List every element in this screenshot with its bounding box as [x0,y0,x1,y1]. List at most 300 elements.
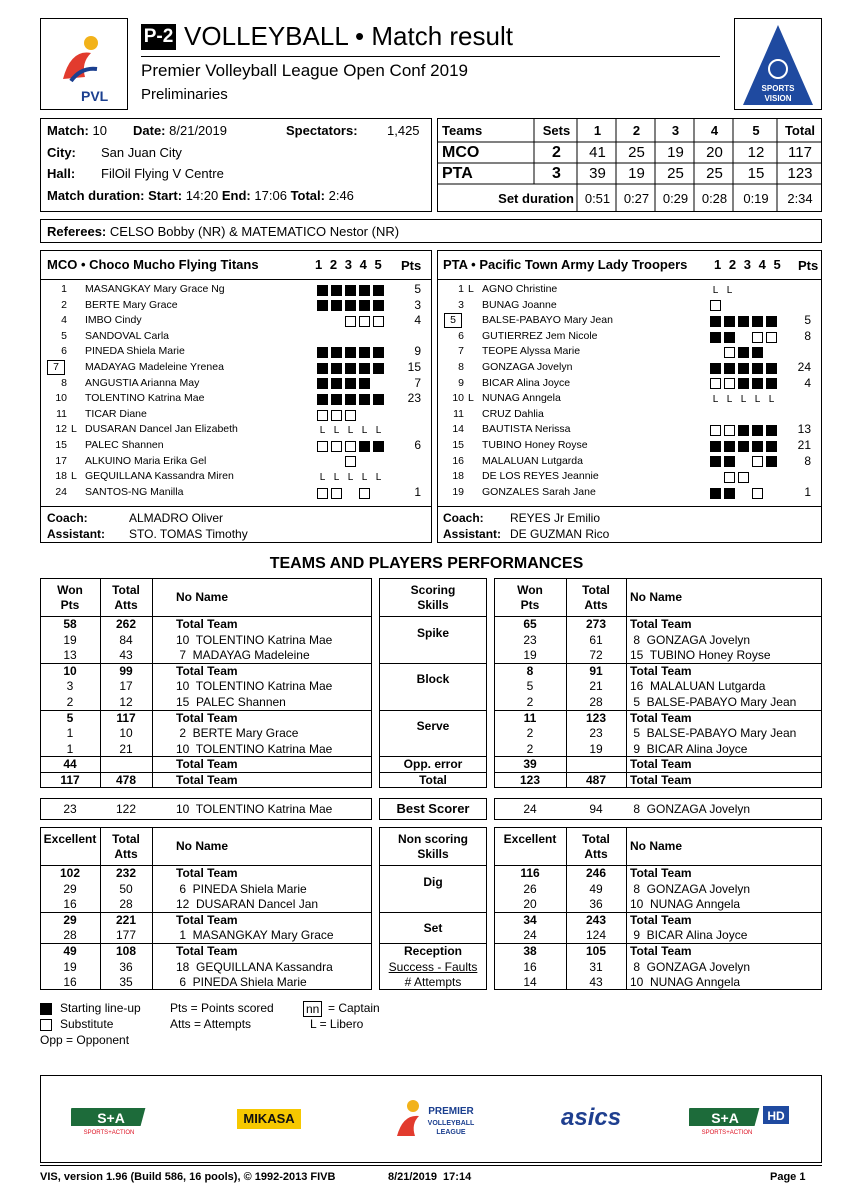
starting-square-icon [345,285,356,296]
player-name: 5 BALSE-PABAYO Mary Jean [630,695,797,709]
player-points: 7 [414,375,421,390]
player-points: 3 [414,297,421,312]
player-points: 5 [414,282,421,296]
team-b-assistant: DE GUZMAN Rico [510,527,610,541]
roster-player-row [438,469,821,485]
attempts-value: 91 [589,663,603,678]
substitute-square-icon [724,347,735,358]
starting-square-icon [373,285,384,296]
won-value: 3 [66,679,74,694]
won-value: 16 [63,975,77,990]
player-name: 16 MALALUAN Lutgarda [630,679,766,694]
attempts-value: 123 [585,710,607,725]
player-points: 8 [804,328,811,343]
empty-slot [317,456,328,467]
skill-label: Total [419,773,447,787]
set-participation [317,314,387,329]
attempts-value: 72 [589,648,603,663]
empty-slot [359,456,370,467]
substitute-square-icon [345,410,356,421]
libero-letter: L [712,394,719,406]
won-value: 1 [66,741,74,756]
won-value: 13 [63,648,77,663]
empty-slot [738,285,749,296]
attempts-value: 35 [119,975,133,990]
sponsor-bar [40,1075,822,1163]
attempts-value: 36 [119,959,133,974]
player-name: 15 TUBINO Honey Royse [630,648,771,663]
starting-square-icon [766,441,777,452]
empty-slot [359,332,370,343]
attempts-value: 232 [115,866,137,880]
player-name: ALKUINO Maria Erika Gel [85,454,207,467]
report-code: P-2 [141,24,176,50]
attempts-value: 28 [589,695,603,709]
starting-square-icon [724,456,735,467]
starting-square-icon [752,363,763,374]
player-name: SANTOS-NG Manilla [85,485,184,498]
player-points: 9 [414,344,421,359]
roster-player-row [438,407,821,423]
player-name: Total Team [630,773,692,787]
starting-square-icon [738,363,749,374]
player-points: 6 [414,438,421,452]
starting-square-icon [331,363,342,374]
starting-square-icon [345,300,356,311]
svg-text:HD: HD [767,1109,785,1123]
team-b-code: PTA [442,165,473,182]
player-name: Total Team [176,663,238,678]
libero-letter: L [726,394,733,406]
won-value: 14 [523,975,537,990]
attempts-value: 50 [119,881,133,896]
svg-text:PVL: PVL [81,88,109,104]
roster-player-row [41,376,431,392]
skill-label: Reception [403,944,462,958]
asics-logo: asics [561,1104,622,1131]
player-number: 11 [453,407,464,420]
footer-page: Page 1 [770,1171,806,1183]
won-value: 34 [523,912,537,927]
player-name: 2 BERTE Mary Grace [176,726,299,741]
set-participation [710,283,780,298]
won-value: 5 [66,710,74,725]
set-participation [710,423,780,438]
libero-letter: L [319,472,326,484]
starting-square-icon [724,316,735,327]
starting-square-icon [317,285,328,296]
attempts-value: 246 [585,866,607,880]
sports-action-hd-logo-icon [689,1102,793,1136]
player-number: 17 [55,454,67,467]
pvl-logo-icon [41,19,127,109]
player-number: 18 [55,470,67,483]
empty-slot [331,332,342,343]
starting-square-icon [766,316,777,327]
starting-square-icon [752,378,763,389]
starting-square-icon [317,300,328,311]
starting-square-icon [373,300,384,311]
empty-slot [373,488,384,499]
won-value: 116 [520,866,540,880]
starting-square-icon [766,425,777,436]
player-name: Total Team [630,663,692,678]
player-name: Total Team [176,944,238,958]
skill-label: Set [423,921,443,936]
player-name: AGNO Christine [482,283,558,295]
player-name: MASANGKAY Mary Grace Ng [85,283,225,295]
starting-square-icon [331,285,342,296]
skill-label: Dig [423,874,443,889]
won-value: 49 [63,944,77,958]
footer-printed: 8/21/2019 17:14 [388,1171,472,1183]
player-points: 23 [407,391,421,406]
set-participation [710,392,780,407]
empty-slot [345,488,356,499]
starting-square-icon [331,300,342,311]
starting-square-icon [331,347,342,358]
team-b-roster: PTA • Pacific Town Army Lady Troopers 1 2 3 4 5 Pts 1 L AGNO Christine L L 3 BUNAG Joanne 5 BALSE-PABAYO Mary Jean 5 6 GUTIERREZ Jem Nicole 8 7 TEOPE Alyssa Marie 8 GONZAGA Jovelyn 24 9 BICAR Alina Joyce 4 10 L NUNAG Anngela L L L L L 11 CRUZ Dahlia 14 BAUTISTA Nerissa 13 15 TUBINO Honey Royse 21 16 MALALUAN Lutgarda 8 18 DE LOS REYES Jeannie 19 GONZALES Sarah Jane 1 Coach: REYES Jr Emilio Assistant: DE GUZMAN Rico [437,250,822,543]
won-value: 26 [523,881,537,896]
empty-slot [766,488,777,499]
won-value: 19 [63,959,77,974]
player-points: 1 [414,484,421,499]
won-value: 2 [66,695,74,709]
player-number: 14 [452,423,464,436]
empty-slot [752,410,763,421]
attempts-value: 31 [589,959,603,974]
skill-label: # Attempts [404,975,462,990]
player-name: 10 TOLENTINO Katrina Mae [176,632,333,647]
column-header: Total Atts [582,832,610,861]
player-number: 5 [444,313,462,328]
svg-text:VOLLEYBALL: VOLLEYBALL [427,1120,475,1127]
empty-slot [317,316,328,327]
player-name: TEOPE Alyssa Marie [482,345,581,358]
substitute-square-icon [331,441,342,452]
player-points: 21 [797,438,811,452]
player-name: 5 BALSE-PABAYO Mary Jean [630,726,797,741]
attempts-value: 19 [589,741,603,756]
column-header: No Name [176,839,229,853]
roster-player-row [438,329,821,345]
attempts-value: 12 [119,695,133,709]
libero-letter: L [361,472,368,484]
player-name: IMBO Cindy [85,314,142,327]
player-name: BALSE-PABAYO Mary Jean [482,314,613,327]
substitute-square-icon [724,378,735,389]
substitute-square-icon [738,472,749,483]
player-name: Total Team [176,773,238,787]
player-name: NUNAG Anngela [482,392,561,405]
attempts-value: 105 [585,944,607,958]
won-value: 19 [63,632,77,647]
libero-letter: L [726,285,733,296]
libero-letter: L [333,425,340,437]
substitute-square-icon [40,1019,52,1031]
roster-player-row [41,422,431,438]
attempts-value: 84 [119,632,133,647]
starting-square-icon [724,363,735,374]
player-name: 9 BICAR Alina Joyce [630,928,748,943]
player-name: GONZAGA Jovelyn [482,361,573,373]
player-number: 2 [61,298,67,311]
roster-player-row [438,298,821,314]
player-number: 8 [61,376,67,389]
won-value: 16 [523,959,537,974]
starting-square-icon [738,316,749,327]
starting-square-icon [738,425,749,436]
player-name: TICAR Diane [85,407,147,420]
attempts-value: 221 [115,912,137,927]
player-name: 10 TOLENTINO Katrina Mae [176,741,333,756]
svg-text:PREMIER: PREMIER [428,1106,474,1117]
team-a-assistant: STO. TOMAS Timothy [129,527,248,541]
attempts-value: 177 [115,928,137,943]
set-participation [710,345,780,360]
player-number: 10 [452,392,464,405]
won-value: 44 [63,757,77,772]
set-participation [317,345,387,360]
empty-slot [766,347,777,358]
player-name: 10 NUNAG Anngela [630,897,741,912]
starting-square-icon [710,332,721,343]
set-participation [710,377,780,392]
player-name: 6 PINEDA Shiela Marie [176,881,307,896]
attempts-value: 28 [119,897,133,912]
starting-square-icon [752,347,763,358]
starting-square-icon [766,456,777,467]
empty-slot [766,410,777,421]
starting-square-icon [724,488,735,499]
player-number: 8 [458,361,464,373]
attempts-value: 273 [585,617,607,631]
svg-text:SPORTS+ACTION: SPORTS+ACTION [701,1130,753,1136]
player-name: PALEC Shannen [85,439,164,451]
won-value: 20 [523,897,537,912]
match-result-page: PVL P-2 VOLLEYBALL • Match result Premier Volleyball League Open Conf 2019 Preliminaries SPORTS VISION Match: 10 Date: 8/21/2019 Spectators: 1,425 City: San Juan City Hall: FilOil Flying V Centre Match duration: Start: 14:20 End: 17:06 Total: 2:46 Teams Sets 1 2 3 4 5 Total MCO 2 41 25 19 20 12 117 PTA 3 39 19 25 25 15 123 Set duration 0:51 0:27 0:29 0:28 0:19 2:34 Referees: CELSO Bobby (NR) & MATEMATICO Nestor (NR) MCO • Choco Mucho Flying Titans 1 2 3 4 5 Pts 1 MASANGKAY Mary Grace Ng 5 2 BERTE Mary Grace 3 4 IMBO Cindy 4 5 SANDOVAL Carla 6 PINEDA Shiela Marie 9 7 MADAYAG Madeleine Yrenea 15 8 ANGUSTIA Arianna May 7 10 TOLENTINO Katrina Mae 23 11 TICAR Diane 12 L DUSARAN Dancel Jan Elizabeth L L L L L 15 PALEC Shannen 6 17 ALKUINO Maria Erika Gel 18 L GEQUILLANA Kassandra Miren L L L L L 24 SANTOS-NG Manilla 1 Coach: ALMADRO Oliver Assistant: STO. TOMAS Timothy PTA • Pacific Town Army Lady Troopers 1 2 3 4 5 Pts 1 L AGNO Christine L L 3 BUNAG Joanne 5 BALSE-PABAYO Mary Jean 5 6 GUTIERREZ Jem Nicole 8 7 TEOPE Alyssa Marie 8 GONZAGA Jovelyn 24 9 BICAR Alina Joyce 4 10 L NUNAG Anngela L L L L L 11 CRUZ Dahlia 14 BAUTISTA Nerissa 13 15 TUBINO Honey Royse 21 16 MALALUAN Lutgarda 8 18 DE LOS REYES Jeannie 19 GONZALES Sarah Jane 1 Coach: REYES Jr Emilio Assistant: DE GUZMAN Rico TEAMS AND PLAYERS PERFORMANCES Won Pts Total Atts No Name Scoring Skills Won Pts Total Atts No Name 58 262 Total Team 65 273 Total Team 19 84 10 TOLENTINO Katrina Mae 23 61 8 GONZAGA Jovelyn Spike 13 43 7 MADAYAG Madeleine 19 72 15 TUBINO Honey Royse 10 99 Total Team 8 91 Total Team 3 17 10 TOLENTINO Katrina Mae 5 21 16 MALALUAN Lutgarda Block 2 12 15 PALEC Shannen 2 28 5 BALSE-PABAYO Mary Jean 5 117 Total Team 11 123 Total Team 1 10 2 BERTE Mary Grace 2 23 5 BALSE-PABAYO Mary Jean Serve 1 21 10 TOLENTINO Katrina Mae 2 19 9 BICAR Alina Joyce 44 Total Team 39 Total Team Opp. error 117 478 Total Team 123 487 Total Team Total 23 122 10 TOLENTINO Katrina Mae Best Scorer 24 94 8 GONZAGA Jovelyn Excellent Total Atts No Name Non scoring Skills Excellent Total Atts No Name 102 232 Total Team 116 246 Total Team 29 50 6 PINEDA Shiela Marie 26 49 8 GONZAGA Jovelyn Dig 16 28 12 DUSARAN Dancel Jan 20 36 10 NUNAG Anngela 29 221 Total Team 34 243 Total Team 28 177 1 MASANGKAY Mary Grace 24 124 9 BICAR Alina Joyce Set 49 108 Total Team 38 105 Total Team Reception 19 36 18 GEQUILLANA Kassandra 16 31 8 GONZAGA Jovelyn Success - Faults 16 35 6 PINEDA Shiela Marie 14 43 10 NUNAG Anngela # Attempts Starting line-up Substitute Opp = Opponent Pts = Points scored Atts = Attempts nn = Captain L = Libero S+A SPORTS+ACTION MIKASA PREMIER VOLLEYBALL LEAGUE asics S+A HD SPORTS+ACTION VIS, version 1.96 (Build 586, 16 pools), © 1992-2013 FIVB 8/21/2019 17:14 Page 1 [0,0,853,1200]
empty-slot [738,410,749,421]
player-number: 4 [61,314,67,327]
attempts-value: 108 [115,944,137,958]
attempts-value: 36 [589,897,603,912]
player-name: GEQUILLANA Kassandra Miren [85,470,234,483]
roster-player-row [41,344,431,360]
player-name: Total Team [630,617,692,631]
player-points: 5 [804,313,811,328]
skill-label: Opp. error [403,757,463,772]
column-header: Excellent [503,832,557,846]
libero-letter: L [361,425,368,437]
svg-text:SPORTS: SPORTS [761,84,795,93]
won-value: 117 [60,773,80,787]
set-participation [710,486,780,501]
column-header: No Name [630,590,683,604]
set-participation [710,299,780,314]
won-value: 2 [526,726,534,741]
player-name: MADAYAG Madeleine Yrenea [85,361,224,373]
team-b-title: PTA • Pacific Town Army Lady Troopers [443,257,688,272]
set-participation [710,455,780,470]
empty-slot [710,347,721,358]
set-participation [710,470,780,485]
pvl-sponsor-logo-icon [391,1092,481,1148]
libero-letter: L [319,425,326,437]
roster-player-row [438,313,821,329]
starting-square-icon [345,347,356,358]
starting-square-icon [710,441,721,452]
page-title: VOLLEYBALL • Match result [184,21,513,51]
starting-square-icon [766,363,777,374]
starting-square-icon [373,363,384,374]
player-number: 6 [458,329,464,342]
player-name: Total Team [630,912,692,927]
empty-slot [359,410,370,421]
pvl-logo-box [40,18,128,110]
best-scorer-row: 23 122 10 TOLENTINO Katrina Mae Best Scorer 24 94 8 GONZAGA Jovelyn [40,798,822,820]
player-points: 15 [407,360,421,374]
sports-action-logo-icon [71,1102,151,1136]
set-participation [317,470,387,485]
player-number: 5 [61,329,67,342]
set-participation [317,455,387,470]
libero-letter: L [333,472,340,484]
roster-player-row [41,298,431,314]
starting-square-icon [710,488,721,499]
player-points: 24 [797,360,811,374]
starting-square-icon [766,378,777,389]
libero-mark: L [468,392,474,405]
player-points: 1 [804,484,811,499]
libero-letter: L [347,425,354,437]
svg-text:VISION: VISION [764,94,792,103]
starting-square-icon [738,378,749,389]
substitute-square-icon [331,488,342,499]
starting-square-icon [359,285,370,296]
starting-square-icon [317,347,328,358]
team-a-coach: ALMADRO Oliver [129,511,224,525]
won-value: 39 [523,757,537,772]
substitute-square-icon [317,441,328,452]
sports-vision-logo-icon [735,19,821,109]
performances-title: TEAMS AND PLAYERS PERFORMANCES [269,555,584,572]
set-participation [317,283,387,298]
player-name: GUTIERREZ Jem Nicole [482,329,598,342]
starting-square-icon [345,394,356,405]
empty-slot [724,410,735,421]
roster-player-row [438,344,821,360]
player-number: 19 [452,485,464,498]
starting-square-icon [345,378,356,389]
empty-slot [317,332,328,343]
starting-square-icon [359,394,370,405]
won-value: 2 [526,695,534,709]
attempts-value: 21 [589,679,603,694]
player-points: 4 [414,313,421,328]
roster-player-row [438,282,821,298]
empty-slot [373,332,384,343]
set-participation [710,314,780,329]
won-value: 29 [63,912,77,927]
player-number: 15 [55,439,67,451]
team-a-roster: MCO • Choco Mucho Flying Titans 1 2 3 4 5 Pts 1 MASANGKAY Mary Grace Ng 5 2 BERTE Mary Grace 3 4 IMBO Cindy 4 5 SANDOVAL Carla 6 PINEDA Shiela Marie 9 7 MADAYAG Madeleine Yrenea 15 8 ANGUSTIA Arianna May 7 10 TOLENTINO Katrina Mae 23 11 TICAR Diane 12 L DUSARAN Dancel Jan Elizabeth L L L L L 15 PALEC Shannen 6 17 ALKUINO Maria Erika Gel 18 L GEQUILLANA Kassandra Miren L L L L L 24 SANTOS-NG Manilla 1 Coach: ALMADRO Oliver Assistant: STO. TOMAS Timothy [40,250,432,543]
player-name: Total Team [176,617,238,631]
roster-player-row [41,313,431,329]
column-header: No Name [176,590,229,604]
player-number: 18 [452,470,464,483]
column-header: Scoring Skills [410,583,456,612]
libero-letter: L [768,394,775,406]
starting-square-icon [40,1003,52,1015]
libero-letter: L [347,472,354,484]
won-value: 38 [523,944,537,958]
won-value: 11 [523,710,537,725]
libero-letter: L [754,394,761,406]
player-number: 11 [56,407,67,420]
svg-text:S+A: S+A [711,1110,739,1126]
starting-square-icon [738,441,749,452]
empty-slot [752,285,763,296]
team-a-title: MCO • Choco Mucho Flying Titans [47,257,259,272]
set-participation [317,377,387,392]
won-value: 29 [63,881,77,896]
player-points: 8 [804,453,811,468]
roster-player-row [41,391,431,407]
set-participation [317,392,387,407]
empty-slot [331,456,342,467]
player-name: 6 PINEDA Shiela Marie [176,975,307,990]
substitute-square-icon [710,425,721,436]
empty-slot [710,410,721,421]
player-name: 8 GONZAGA Jovelyn [630,881,751,896]
starting-square-icon [331,394,342,405]
attempts-value: 17 [119,679,133,694]
starting-square-icon [373,441,384,452]
player-name: 12 DUSARAN Dancel Jan [176,897,319,912]
player-name: Total Team [630,944,692,958]
player-name: CRUZ Dahlia [482,407,544,420]
attempts-value: 49 [589,881,603,896]
set-participation [317,299,387,314]
substitute-square-icon [752,332,763,343]
empty-slot [738,300,749,311]
empty-slot [331,316,342,327]
attempts-value: 117 [116,710,136,725]
league-name: Premier Volleyball League Open Conf 2019 [141,61,468,80]
roster-player-row [438,438,821,454]
starting-square-icon [359,441,370,452]
starting-square-icon [752,441,763,452]
player-name: SANDOVAL Carla [85,329,170,342]
starting-square-icon [317,363,328,374]
libero-letter: L [375,425,382,437]
column-header: Total Atts [112,583,140,612]
player-number: 9 [458,376,464,389]
empty-slot [373,456,384,467]
won-value: 19 [523,648,537,663]
player-name: TOLENTINO Katrina Mae [85,392,205,405]
set-participation [317,408,387,423]
set-participation [317,439,387,454]
column-header: Won Pts [517,583,543,612]
player-number: 6 [61,345,67,358]
player-name: DE LOS REYES Jeannie [482,470,599,483]
starting-square-icon [710,456,721,467]
substitute-square-icon [766,332,777,343]
svg-text:SPORTS+ACTION: SPORTS+ACTION [83,1130,135,1136]
starting-square-icon [317,394,328,405]
player-points: 13 [797,422,811,437]
